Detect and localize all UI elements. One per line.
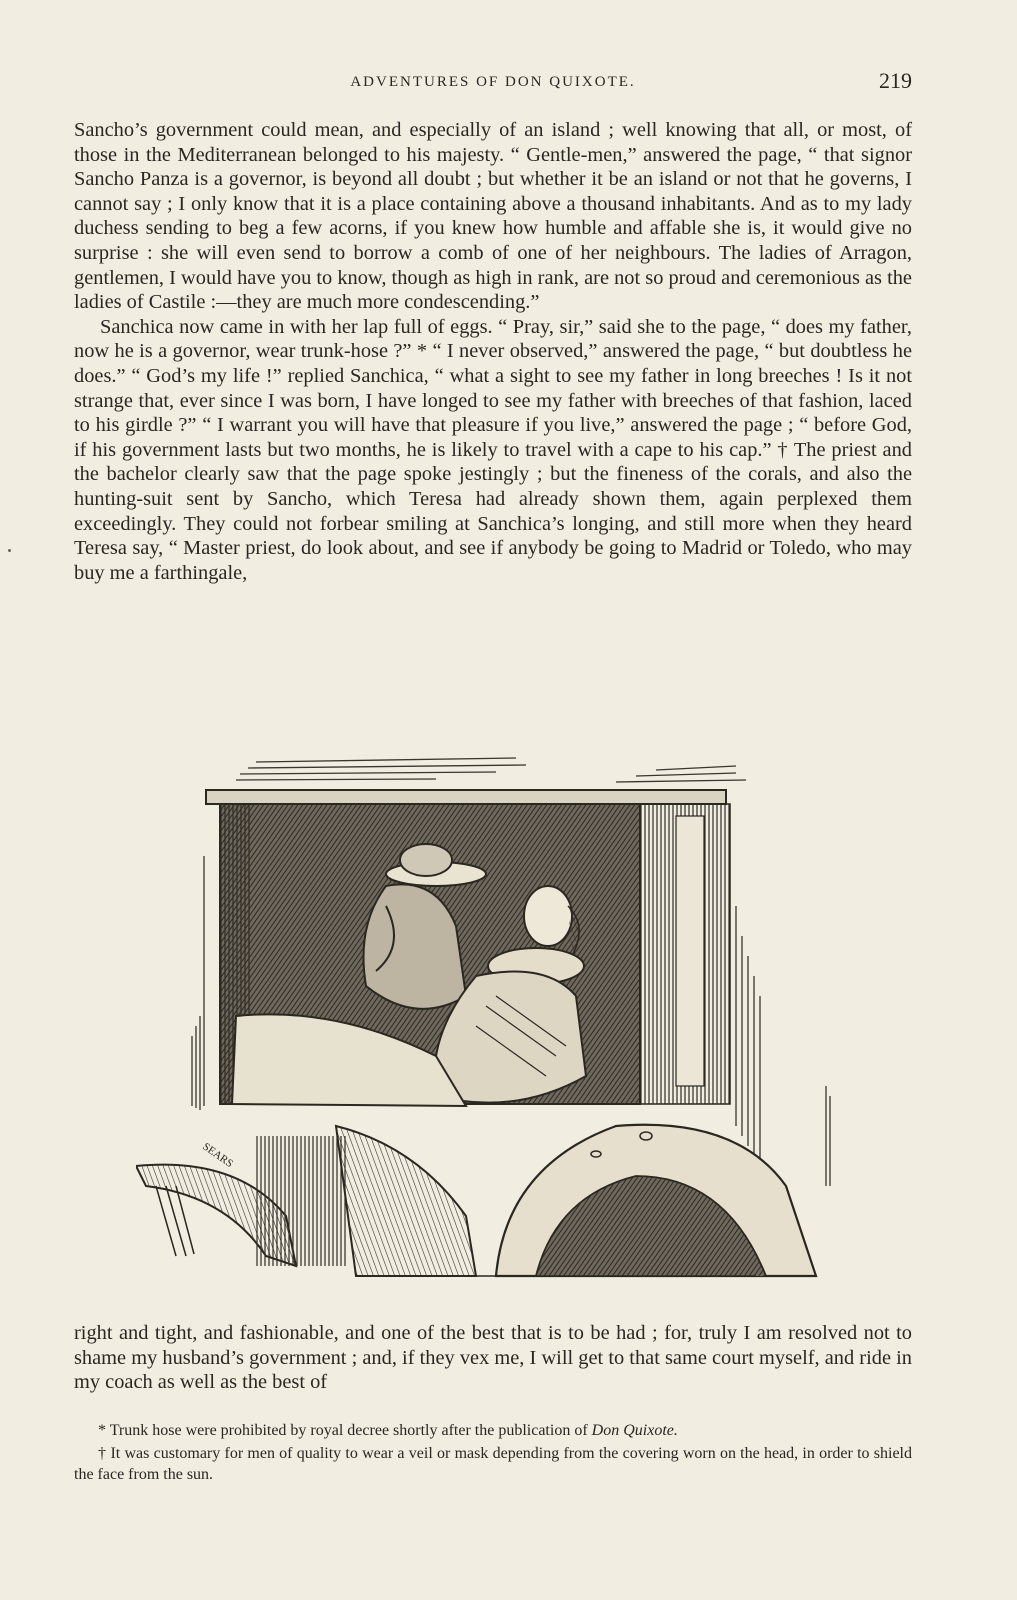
running-title: ADVENTURES OF DON QUIXOTE. (350, 74, 636, 90)
footnote-1-title: Don Quixote. (591, 1422, 678, 1439)
engraving-illustration (136, 756, 848, 1296)
artist-signature: SEARS (200, 1140, 236, 1171)
body-text-bottom (74, 1321, 912, 1395)
footnote-1 (74, 1420, 912, 1441)
sky-streaks (236, 758, 746, 782)
footnotes (74, 1420, 912, 1487)
footnote-1-text: * Trunk hose were prohibited by royal decree shortly after the publication of (98, 1422, 592, 1439)
body-text-top (74, 118, 912, 585)
margin-speck (8, 549, 11, 552)
left-post (192, 856, 204, 1110)
woman-head (524, 886, 572, 946)
coach-step (256, 1136, 346, 1266)
paragraph-3: right and tight, and fashionable, and one of the best that is to be had ; for, truly I am resolved not to shame my husband’s government ; and, if they vex me, I will get to that same court myself, and ride in my coach as well as the best of (74, 1322, 912, 1394)
right-post (736, 906, 830, 1186)
page-number: 219 (879, 68, 912, 93)
page-header (74, 68, 912, 98)
paragraph-1: Sancho’s government could mean, and especially of an island ; well knowing that all, or most, of those in the Mediterranean belonged to his majesty. “ Gentle-men,” answered the page, “ that signor Sancho Panza is a governor, is beyond all doubt ; but whether it be an island or not that he governs, I cannot say ; I only know that it is a place containing above a thousand inhabitants. And as to my lady duchess sending to beg a few acorns, if you knew how humble and affable she is, it would give no surprise : she will even send to borrow a comb of one of her neighbours. The ladies of Arragon, gentlemen, I would have you to know, though as high in rank, are not so proud and ceremonious as the ladies of Castile :—they are much more condescending.” (74, 119, 912, 314)
footnote-2: † It was customary for men of quality to wear a veil or mask depending from the covering worn on the head, in order to shield the face from the sun. (74, 1445, 912, 1483)
paragraph-2: Sanchica now came in with her lap full of eggs. “ Pray, sir,” said she to the page, “ does my father, now he is a governor, wear trunk-hose ?” * “ I never observed,” answered the page, “ but doubtless he does.” “ God’s my life !” replied Sanchica, “ what a sight to see my father in long breeches ! Is it not strange that, ever since I was born, I have longed to see my father with breeches of that fashion, laced to his girdle ?” “ I warrant you will have that pleasure if you live,” answered the page ; “ before God, if his government lasts but two months, he is likely to travel with a cape to his cap.” † The priest and the bachelor clearly saw that the page spoke jestingly ; but the fineness of the corals, and also the hunting-suit sent by Sancho, which Teresa had already shown them, again perplexed them exceedingly. They could not forbear smiling at Sanchica’s longing, and still more when they heard Teresa say, “ Master priest, do look about, and see if anybody be going to Madrid or Toledo, who may buy me a farthingale, (74, 315, 912, 584)
